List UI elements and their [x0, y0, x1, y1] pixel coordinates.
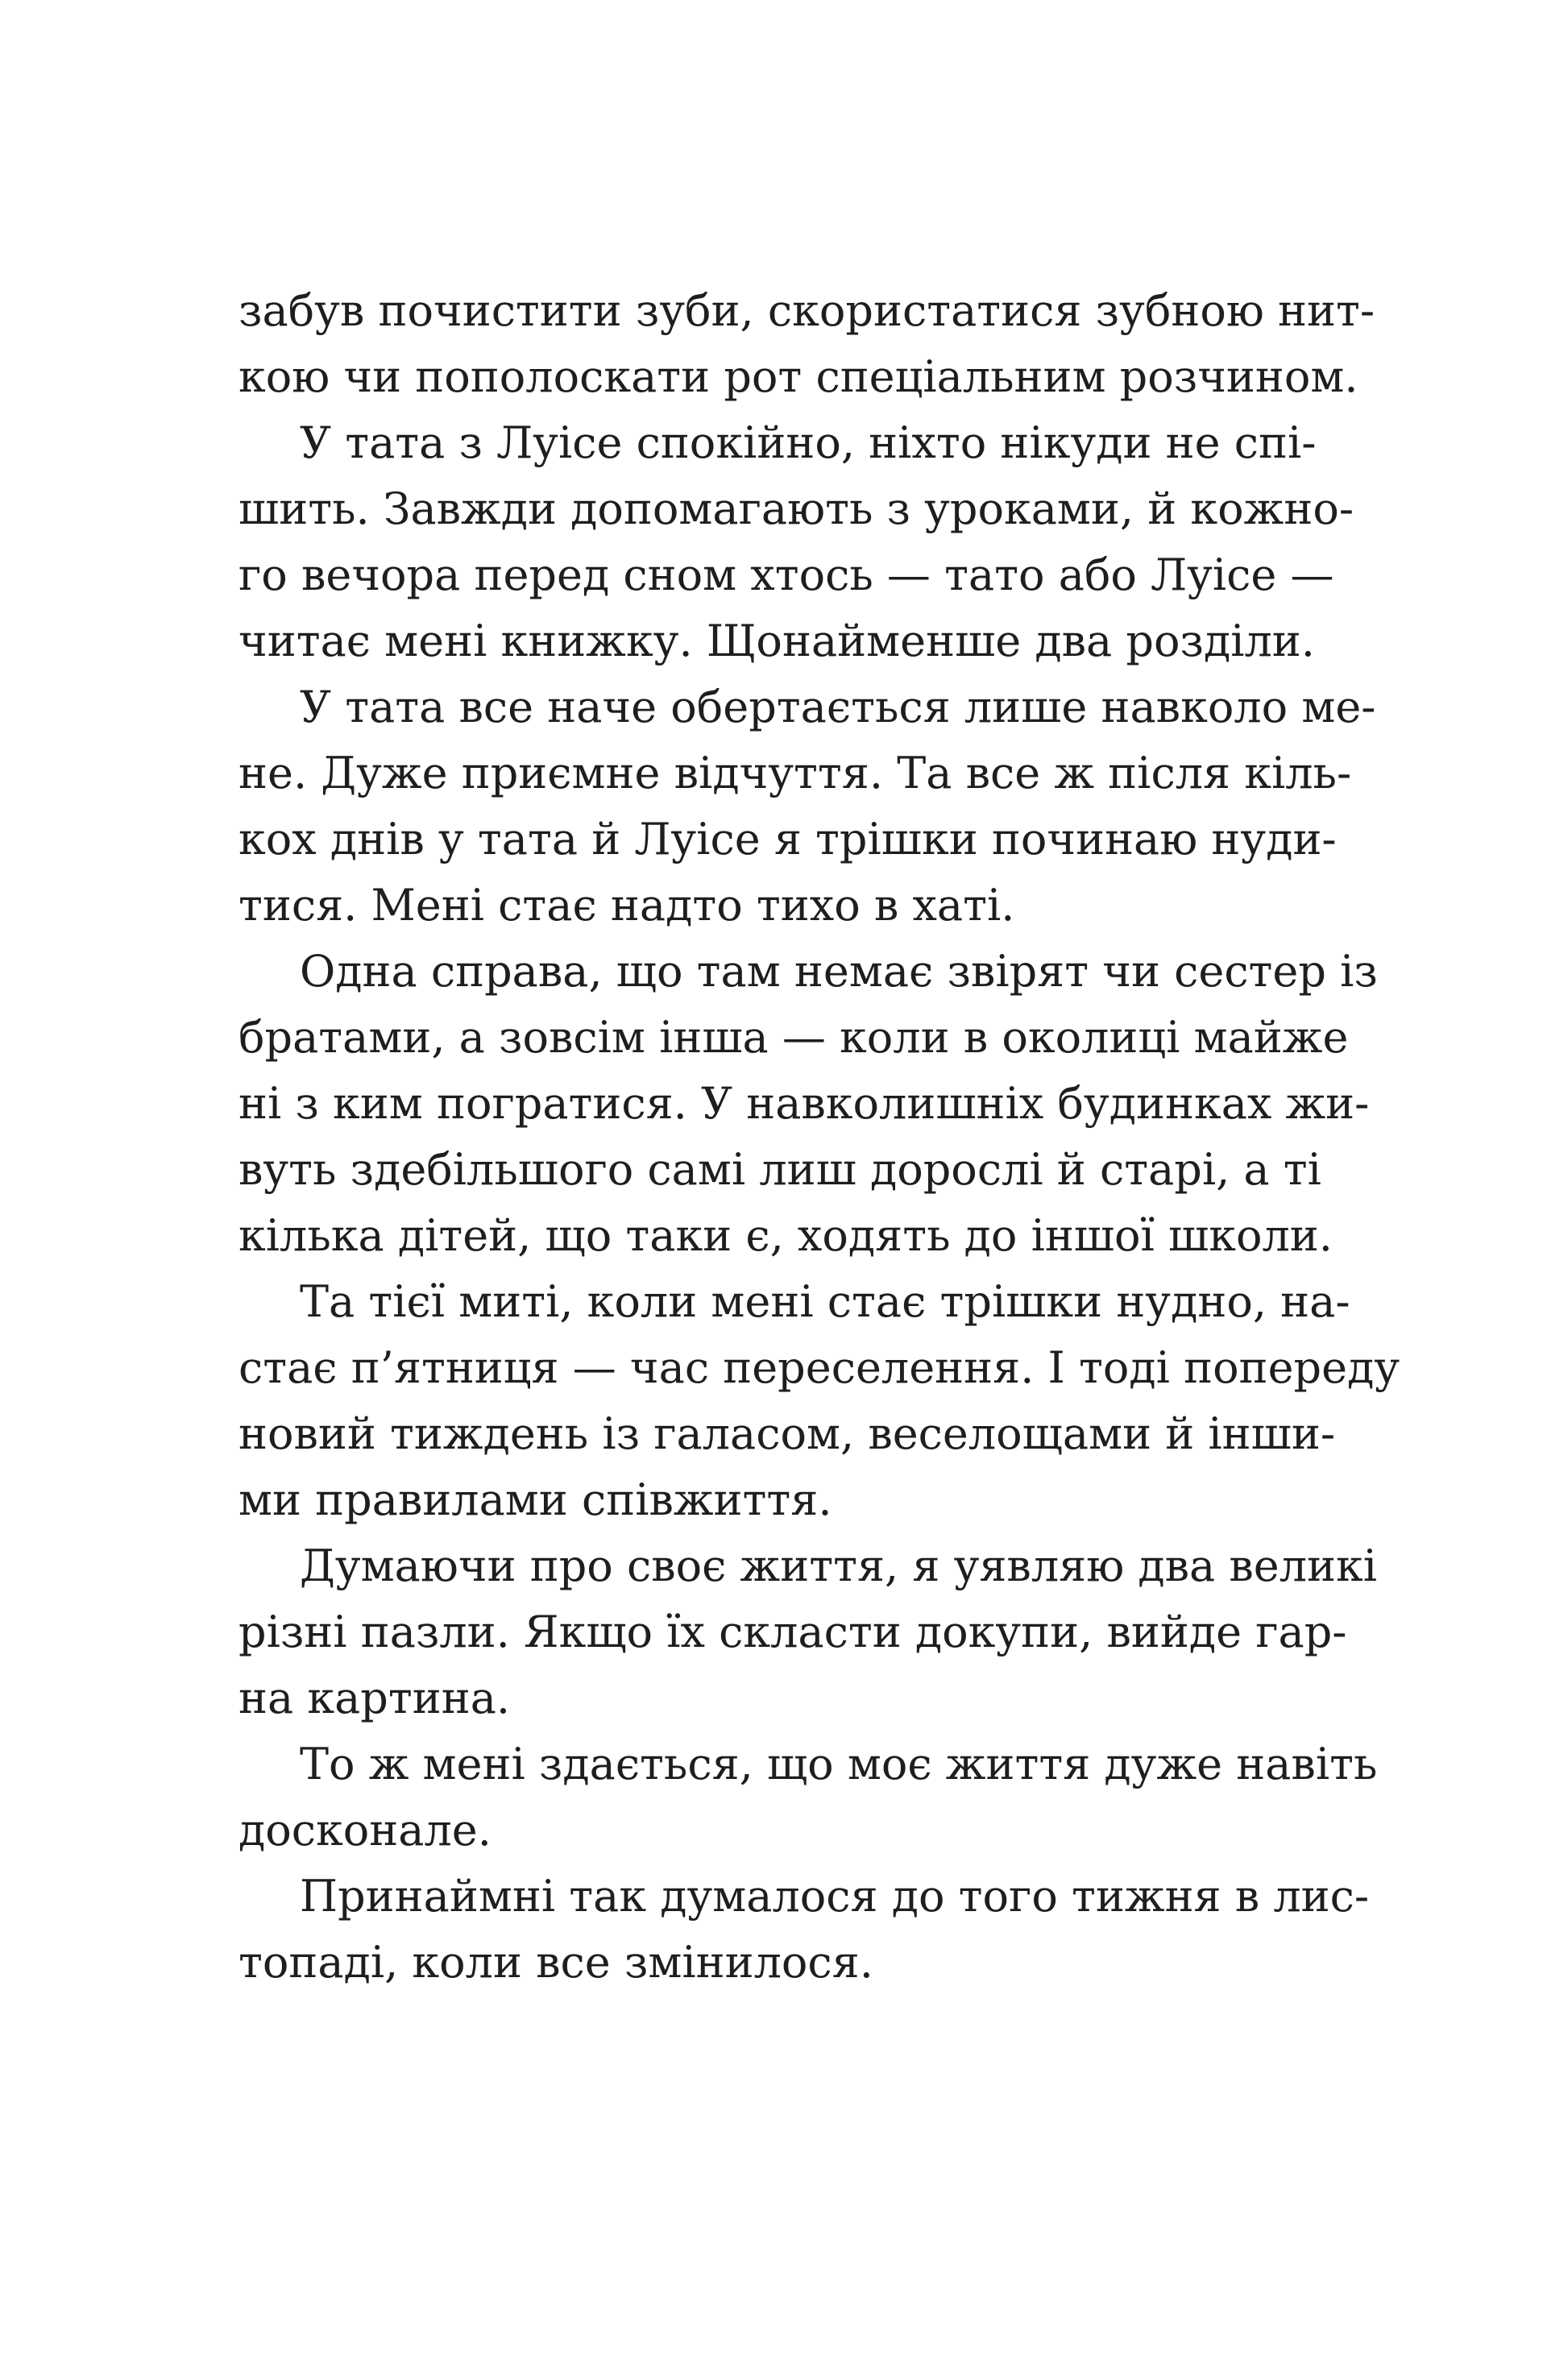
text-line: на картина. — [238, 1673, 511, 1723]
text-line: читає мені книжку. Щонайменше два розділи. — [238, 616, 1315, 666]
text-line: не. Дуже приємне відчуття. Та все ж після кіль- — [238, 748, 1352, 798]
body-text — [238, 278, 1400, 1996]
text-line: ні з ким погратися. У навколишніх будинках жи- — [238, 1078, 1370, 1129]
text-line: забув почистити зуби, скористатися зубною нит- — [238, 285, 1375, 336]
text-line: кох днів у тата й Луісе я трішки починаю нуди- — [238, 814, 1337, 865]
text-line: То ж мені здається, що моє життя дуже навіть — [300, 1739, 1378, 1789]
text-line: У тата все наче обертається лише навколо ме- — [300, 682, 1376, 732]
text-line: Одна справа, що там немає звірят чи сестер із — [300, 946, 1378, 997]
text-line: Принаймні так думалося до того тижня в лис- — [300, 1871, 1370, 1922]
text-line: шить. Завжди допомагають з уроками, й кожно- — [238, 483, 1354, 534]
text-line: Думаючи про своє життя, я уявляю два великі — [300, 1540, 1378, 1591]
text-line: досконале. — [238, 1805, 491, 1855]
text-line: новий тиждень із галасом, веселощами й інши- — [238, 1408, 1336, 1459]
text-line: різні пазли. Якщо їх скласти докупи, вийде гар- — [238, 1607, 1347, 1657]
text-line: кою чи пополоскати рот спеціальним розчином. — [238, 351, 1358, 402]
text-line: У тата з Луісе спокійно, ніхто нікуди не спі- — [300, 417, 1317, 468]
text-line: топаді, коли все змінилося. — [238, 1937, 873, 1988]
text-line: ми правилами співжиття. — [238, 1474, 832, 1525]
text-line: братами, а зовсім інша — коли в околиці майже — [238, 1012, 1349, 1063]
text-line: вуть здебільшого самі лиш дорослі й старі, а ті — [238, 1144, 1321, 1195]
text-line: стає п’ятниця — час переселення. І тоді попереду — [238, 1342, 1400, 1393]
text-line: кілька дітей, що таки є, ходять до іншої школи. — [238, 1210, 1333, 1261]
text-line: го вечора перед сном хтось — тато або Луісе — — [238, 549, 1334, 600]
text-line: Та тієї миті, коли мені стає трішки нудно, на- — [300, 1276, 1350, 1327]
text-line: тися. Мені стає надто тихо в хаті. — [238, 880, 1015, 931]
